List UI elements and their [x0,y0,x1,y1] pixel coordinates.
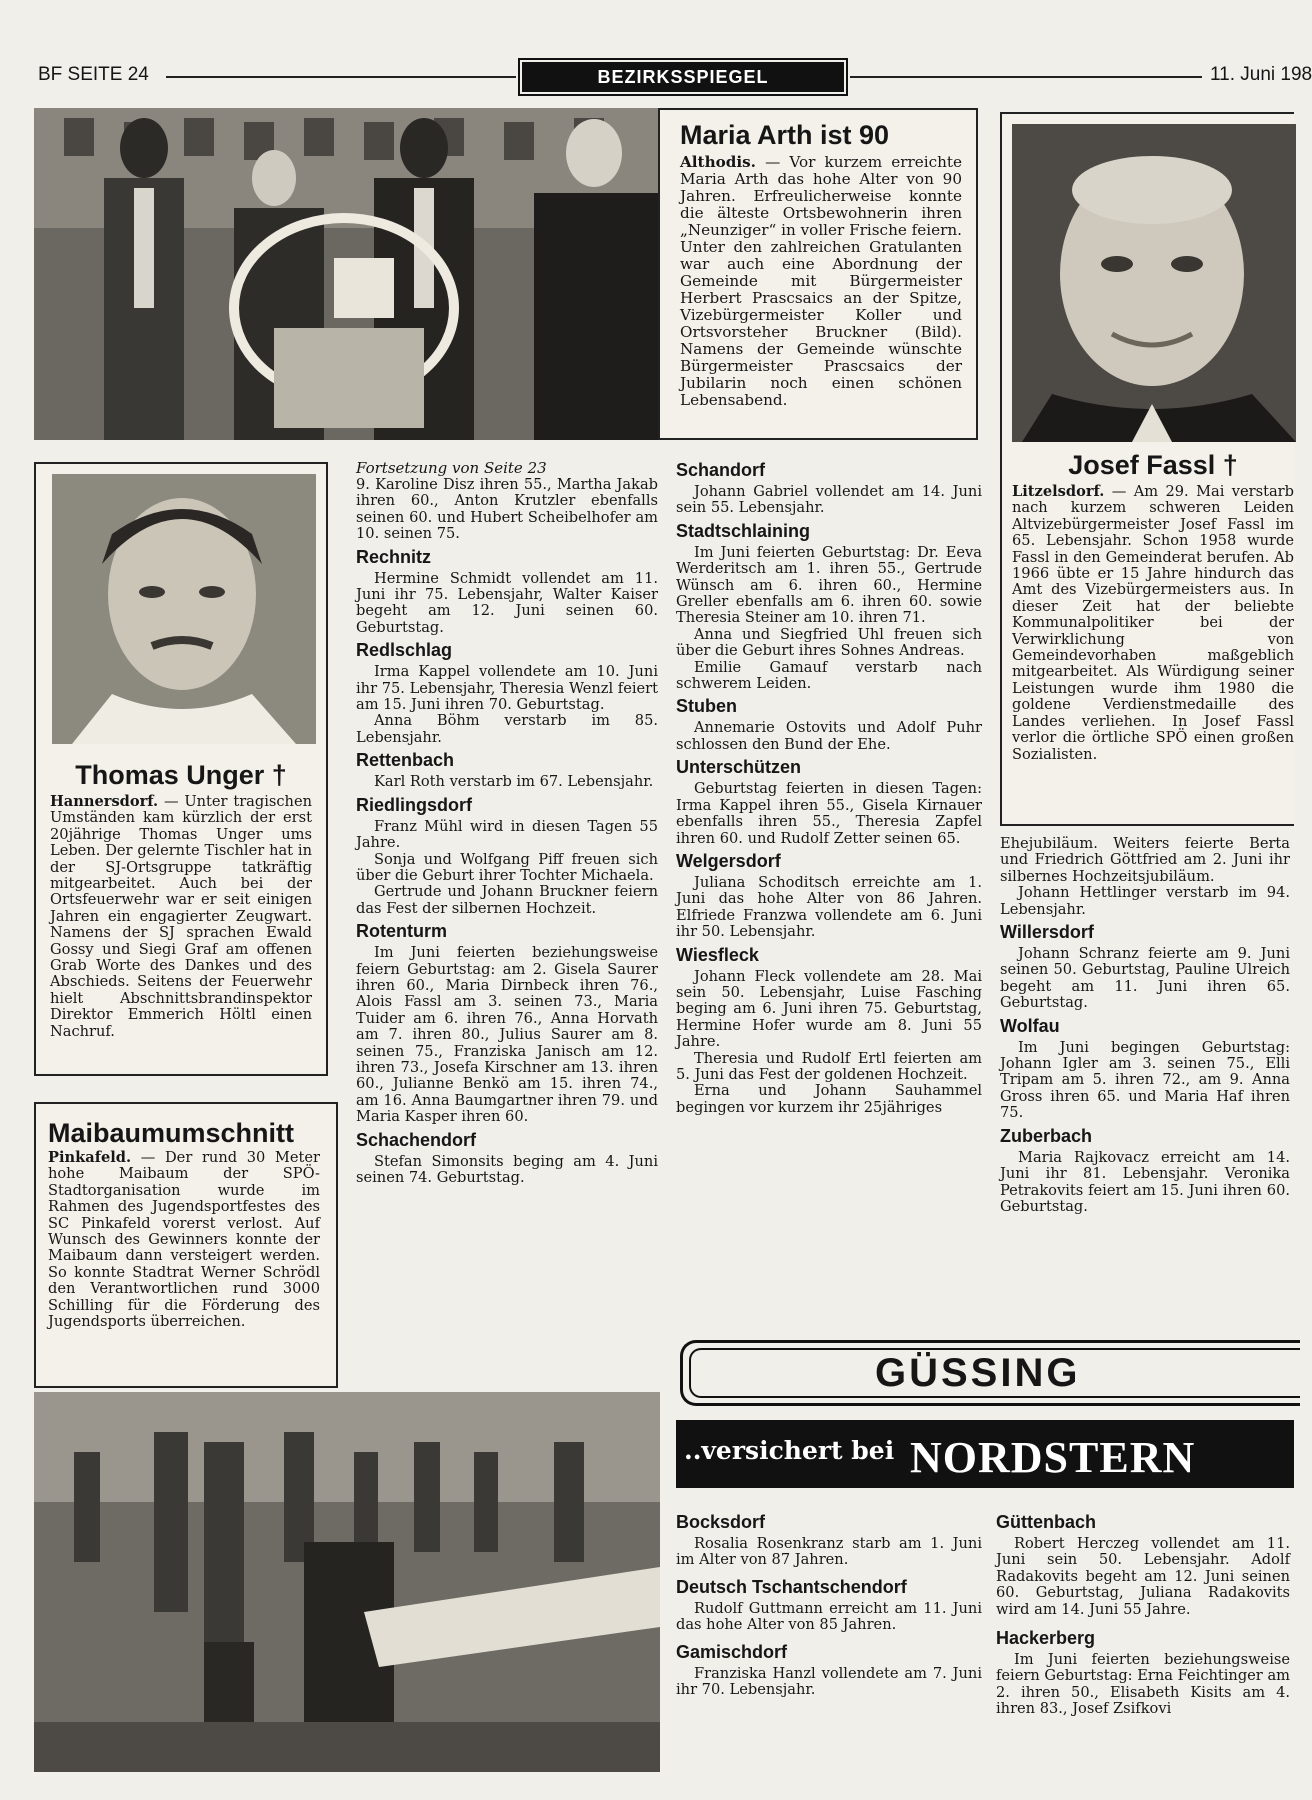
section-title: Stuben [676,696,737,717]
paragraph: Ehejubiläum. Weiters feierte Berta und Friedrich Göttfried am 2. Juni ihr silbernes Hochzeitsjubiläum. [1000,835,1290,885]
section-title: Wiesfleck [676,944,759,965]
guessing-banner [680,1340,1300,1406]
column-middle [356,460,658,1186]
paragraph: Im Juni begingen Geburtstag: Johann Igler am 3. seinen 75., Elli Tripam am 5. ihren 72., am 9. Anna Gross ihren 65. und Maria Haf ihren 75. [1000,1038,1290,1122]
section-schachendorf [356,1130,658,1187]
paragraph: Maria Rajkovacz erreicht am 14. Juni ihr 81. Lebensjahr. Veronika Petrakovits feiert am 15. Juni ihren 60. Geburtstag. [1000,1148,1290,1215]
section-title: Bocksdorf [676,1512,766,1532]
text-arth [680,154,962,409]
sponsor-prefix: ..versichert bei [684,1436,895,1465]
paragraph: Annemarie Ostovits und Adolf Puhr schlossen den Bund der Ehe. [676,719,982,753]
paragraph: Gertrude und Johann Bruckner feiern das Fest der silbernen Hochzeit. [356,883,658,917]
section-unterschuetzen [676,757,982,847]
section-redlschlag [356,640,658,746]
section-title: Riedlingsdorf [356,794,472,815]
body-unger: — Unter tragischen Umständen kam kürzlich der erst 20jährige Thomas Unger ums Leben. Der gelernte Tischler hat in der SJ-Ortsgruppe tatkräftig mitgearbeitet. Auch bei der Ortsfeuerwehr war er seit einigen Jahren ein engagierter Zeugwart. Namens der SJ sprachen Ewald Gossy und Siegi Graf am offenen Grab Worte des Dankes und des Abschieds. Seitens der Feuerwehr hielt Abschnittsbrandinspektor Direktor Emmerich Höltl einen Nachruf. [50,793,312,1040]
section-willersdorf [1000,922,1290,1012]
paragraph: Theresia und Rudolf Ertl feierten am 5. Juni das Fest der goldenen Hochzeit. [676,1049,982,1083]
headline-unger: Thomas Unger † [75,760,287,790]
text-maibaum [48,1150,320,1330]
paragraph: Emilie Gamauf verstarb nach schwerem Leiden. [676,658,982,693]
section-hackerberg [996,1628,1290,1718]
intro-text: 9. Karoline Disz ihren 55., Martha Jakab ihren 60., Anton Krutzler ebenfalls seinen 60. und Hubert Scheibelhofer am 10. seinen 75. [356,476,658,543]
photo-unger [52,474,316,744]
section-title: Willersdorf [1000,922,1094,943]
section-guettenbach [996,1512,1290,1618]
section-zuberbach [1000,1126,1290,1216]
section-title: Zuberbach [1000,1125,1093,1146]
section-title: Hackerberg [996,1628,1096,1649]
sponsor-name: NORDSTERN [910,1433,1196,1482]
section-stadtschlaining [676,521,982,693]
paragraph: Im Juni feierten Geburtstag: Dr. Eeva Werderitsch am 1. ihren 55., Gertrude Wünsch am 6. ihren 60., Hermine Greller ebenfalls am 6. ihren 60. sowie Theresia Steiner am 10. ihren 71. [676,543,982,627]
headline-maibaum: Maibaumumschnitt [48,1118,295,1148]
section-title: Unterschützen [676,757,802,778]
article-fassl [1000,112,1294,826]
header-rule [166,76,516,78]
paragraph: Stefan Simonsits beging am 4. Juni seinen 74. Geburtstag. [356,1152,658,1186]
section-rechnitz [356,547,658,637]
section-gamischdorf [676,1642,982,1699]
paragraph: Johann Schranz feierte am 9. Juni seinen 50. Geburtstag, Pauline Ulreich begeht am 11. Juni ihren 65. Geburtstag. [1000,945,1290,1012]
section-title: Schachendorf [356,1129,477,1150]
section-title: Wolfau [1000,1015,1060,1036]
paragraph: Irma Kappel vollendete am 10. Juni ihr 75. Lebensjahr, Theresia Wenzl feiert am 15. Juni ihren 70. Geburtstag. [356,663,658,714]
text-unger [50,794,312,1040]
column-guessing-1 [676,1508,982,1698]
place-althodis: Althodis. [680,153,756,171]
section-rettenbach [356,750,658,790]
section-title: Stadtschlaining [676,520,811,541]
column-third [676,456,982,1116]
column-guessing-2 [996,1508,1290,1718]
paragraph: Anna und Siegfried Uhl freuen sich über die Geburt ihres Sohnes Andreas. [676,625,982,660]
section-title: Gamischdorf [676,1641,788,1662]
photo-maibaum [34,1392,660,1772]
section-schandorf [676,460,982,517]
paragraph: Johann Gabriel vollendet am 14. Juni sein 55. Lebensjahr. [676,483,982,517]
photo-fassl [1012,124,1296,442]
paragraph: Rosalia Rosenkranz starb am 1. Juni im Alter von 87 Jahren. [676,1535,982,1569]
place-pinkafeld: Pinkafeld. [48,1149,132,1166]
paragraph: Im Juni feierten beziehungsweise feiern Geburtstag: am 2. Gisela Saurer ihren 60., Maria Dirnbeck ihren 76., Alois Fassl am 3. seinen 73., Maria Tuider am 6. ihren 76., Anna Horvath am 7. ihren 80., Julius Saurer am 8. seinen 75., Franziska Janisch am 12. ihren 73., Josefa Kirschner am 13. ihren 60., Julianne Benkö am 15. ihren 74., am 16. Anna Baumgartner ihren 79. und Maria Kasper ihren 60. [356,944,658,1126]
paragraph: Johann Hettlinger verstarb im 94. Lebensjahr. [1000,884,1290,918]
section-rotenturm [356,921,658,1125]
body-maibaum: — Der rund 30 Meter hohe Maibaum der SPÖ-Stadtorganisation wurde im Rahmen des Jugendsportfestes des SC Pinkafeld vorerst verlost. Auf Wunsch des Gewinners konnte der Maibaum dann versteigert werden. So konnte Stadtrat Werner Schrödl den Verantwortlichen rund 3000 Schilling für die Förderung des Jugendsports überreichen. [48,1149,320,1331]
section-title: Rotenturm [356,921,447,942]
section-stuben [676,696,982,753]
paragraph: Karl Roth verstarb im 67. Lebensjahr. [374,773,654,791]
article-maibaum [34,1102,338,1388]
place-hannersdorf: Hannersdorf. [50,793,159,810]
paragraph: Im Juni feierten beziehungsweise feiern Geburtstag: Erna Feichtinger am 2. ihren 50., Elisabeth Kisits am 4. ihren 83., Josef Zsifkovi [996,1651,1290,1718]
section-title: Deutsch Tschantschendorf [676,1576,907,1597]
section-title: BEZIRKSSPIEGEL [522,62,844,92]
paragraph: Geburtstag feierten in diesen Tagen: Irma Kappel ihren 55., Gisela Kirnauer ebenfalls ihren 55., Theresia Zapfel ihren 60. und Rudolf Zetter seinen 65. [676,780,982,847]
section-title: Rettenbach [356,750,455,771]
paragraph: Erna und Johann Sauhammel begingen vor kurzem ihr 25jähriges [676,1082,982,1116]
photo-arth-group [34,108,660,440]
sponsor-banner [676,1420,1294,1488]
section-title: Schandorf [676,460,766,480]
article-arth [658,108,978,440]
paragraph: Sonja und Wolfgang Piff freuen sich über die Geburt ihrer Tochter Michaela. [356,850,658,884]
section-wolfau [1000,1016,1290,1122]
section-title: Redlschlag [356,640,453,661]
section-wiesfleck [676,945,982,1117]
section-title: Güttenbach [996,1512,1097,1532]
text-fassl [1012,484,1294,763]
paragraph: Juliana Schoditsch erreichte am 1. Juni das hohe Alter von 86 Jahren. Elfriede Franzwa vollendete am 6. Juni ihr 50. Lebensjahr. [676,873,982,941]
article-unger [34,462,328,1076]
section-title: Welgersdorf [676,850,781,871]
paragraph: Johann Fleck vollendete am 28. Mai sein 50. Lebensjahr, Luise Fasching beging am 6. Juni ihren 75. Geburtstag, Hermine Hofer wurde am 8. Juni 55 Jahre. [676,967,982,1051]
page-number: BF SEITE 24 [38,64,149,85]
section-deutsch-tschantschendorf [676,1577,982,1634]
paragraph: Rudolf Guttmann erreicht am 11. Juni das hohe Alter von 85 Jahren. [676,1599,982,1634]
headline-arth: Maria Arth ist 90 [680,120,890,150]
paragraph: Hermine Schmidt vollendet am 11. Juni ihr 75. Lebensjahr, Walter Kaiser begeht am 12. Juni seinen 60. Geburtstag. [356,569,658,636]
place-litzelsdorf: Litzelsdorf. [1012,483,1105,500]
section-title: Rechnitz [356,546,432,567]
continued-note: Fortsetzung von Seite 23 [356,459,547,477]
headline-fassl: Josef Fassl † [1068,450,1238,480]
section-welgersdorf [676,851,982,941]
body-fassl: — Am 29. Mai verstarb nach kurzem schweren Leiden Altvizebürgermeister Josef Fassl im 65. Lebensjahr. Schon 1958 wurde Fassl in den Gemeinderat berufen. Ab 1966 übte er 15 Jahre hindurch das Amt des Vizebürgermeisters aus. In dieser Zeit hat der beliebte Kommunalpolitiker bei der Verwirklichung von Gemeindevorhaben maßgeblich mitgearbeitet. Als Würdigung seiner Leistungen wurde ihm 1980 die goldene Verdienstmedaille des Landes verliehen. In Josef Fassl verlor die örtliche SPÖ einen großen Sozialisten. [1012,483,1294,763]
paragraph: Anna Böhm verstarb im 85. Lebensjahr. [356,712,658,746]
column-right [1000,836,1290,1215]
region-title: GÜSSING [875,1351,1081,1395]
paragraph: Robert Herczeg vollendet am 11. Juni sein 50. Lebensjahr. Adolf Radakovits begeht am 12. Juni seinen 60. Geburtstag, Juliana Radakovits wird am 14. Juni 55 Jahre. [996,1535,1290,1618]
body-arth: — Vor kurzem erreichte Maria Arth das hohe Alter von 90 Jahren. Erfreulicherweise konnte die älteste Ortsbewohnerin ihren „Neunziger“ in voller Frische feiern. Unter den zahlreichen Gratulanten war auch eine Abordnung der Gemeinde mit Bürgermeister Herbert Prascsaics an der Spitze, Vizebürgermeister Koller und Ortsvorsteher Bruckner (Bild). Namens der Gemeinde wünschte Bürgermeister Prascsaics der Jubilarin noch einen schönen Lebensabend. [680,153,962,409]
section-bocksdorf [676,1512,982,1569]
page-header [38,62,1312,94]
paragraph: Franziska Hanzl vollendete am 7. Juni ihr 70. Lebensjahr. [676,1664,982,1699]
header-rule [850,76,1202,78]
paragraph: Franz Mühl wird in diesen Tagen 55 Jahre. [356,817,658,852]
section-riedlingsdorf [356,795,658,917]
issue-date: 11. Juni 198 [1210,64,1312,85]
